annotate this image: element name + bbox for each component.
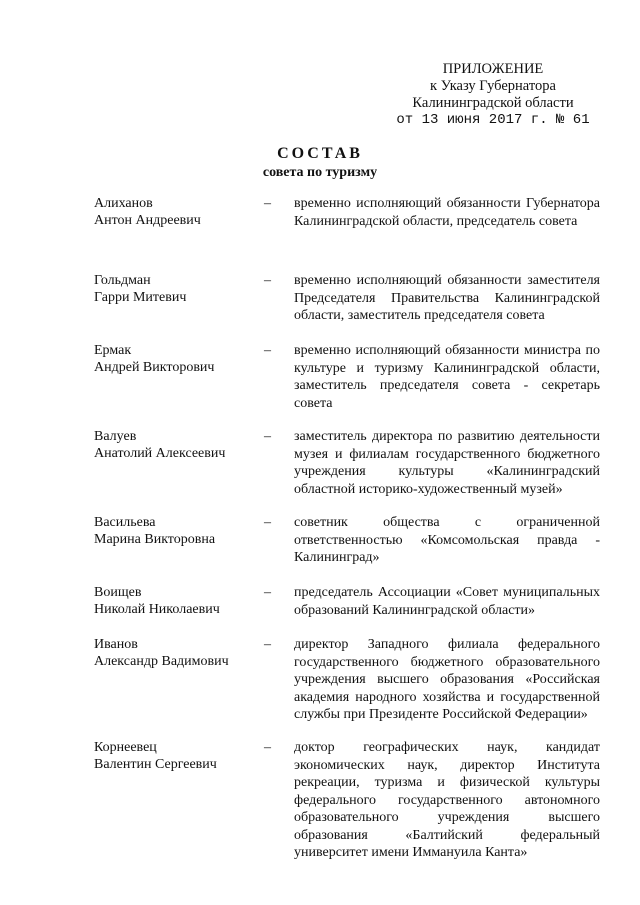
member-given-names: Андрей Викторович bbox=[94, 360, 215, 375]
document-title-block bbox=[0, 144, 640, 181]
member-dash: – bbox=[264, 429, 271, 444]
member-role: председатель Ассоциации «Совет муниципальных образований Калининградской области» bbox=[294, 585, 600, 618]
document-subtitle: совета по туризму bbox=[262, 165, 378, 180]
member-surname: Гольдман bbox=[94, 273, 151, 288]
member-given-names: Александр Вадимович bbox=[94, 654, 229, 669]
member-row bbox=[94, 272, 602, 342]
member-name bbox=[94, 272, 264, 306]
member-role: директор Западного филиала федерального государственного бюджетного образовательного учреждения высшего образования «Российская академия народного хозяйства и государственной службы при Президенте Российской Федерации» bbox=[294, 637, 600, 722]
document-title: СОСТАВ bbox=[277, 145, 363, 162]
member-row bbox=[94, 514, 602, 584]
member-dash: – bbox=[264, 740, 271, 755]
members-list bbox=[94, 195, 602, 862]
member-given-names: Антон Андреевич bbox=[94, 213, 201, 228]
member-surname: Валуев bbox=[94, 429, 137, 444]
member-surname: Воищев bbox=[94, 585, 142, 600]
appendix-decree-ref: к Указу Губернатора bbox=[430, 78, 556, 94]
member-surname: Иванов bbox=[94, 637, 138, 652]
member-given-names: Анатолий Алексеевич bbox=[94, 446, 226, 461]
member-role: доктор географических наук, кандидат экономических наук, директор Института рекреации, туризма и физической культуры федерального государственного автономного образовательного учреждения высшего образования «Балтийский федеральный университет имени Иммануила Канта» bbox=[294, 740, 600, 860]
member-row bbox=[94, 739, 602, 862]
member-name bbox=[94, 739, 264, 773]
member-dash: – bbox=[264, 585, 271, 600]
member-name bbox=[94, 428, 264, 462]
member-row bbox=[94, 342, 602, 428]
member-row bbox=[94, 584, 602, 636]
member-row bbox=[94, 636, 602, 739]
member-dash: – bbox=[264, 273, 271, 288]
member-role: временно исполняющий обязанности заместителя Председателя Правительства Калининградской области, заместитель председателя совета bbox=[294, 273, 600, 323]
member-dash: – bbox=[264, 196, 271, 211]
member-role: временно исполняющий обязанности Губернатора Калининградской области, председатель совета bbox=[294, 196, 600, 229]
member-surname: Алиханов bbox=[94, 196, 153, 211]
member-surname: Ермак bbox=[94, 343, 132, 358]
appendix-title: ПРИЛОЖЕНИЕ bbox=[442, 61, 544, 77]
appendix-date-number: от 13 июня 2017 г. № 61 bbox=[396, 112, 590, 128]
member-name bbox=[94, 514, 264, 548]
member-name bbox=[94, 584, 264, 618]
member-role: временно исполняющий обязанности министра по культуре и туризму Калининградской области, заместитель председателя совета - секретарь совета bbox=[294, 343, 600, 411]
member-role: заместитель директора по развитию деятельности музея и филиалам государственного бюджетного учреждения культуры «Калининградский областной историко-художественный музей» bbox=[294, 429, 600, 497]
member-row bbox=[94, 428, 602, 514]
member-name bbox=[94, 636, 264, 670]
member-row bbox=[94, 195, 602, 272]
appendix-header bbox=[393, 61, 593, 129]
member-dash: – bbox=[264, 515, 271, 530]
member-given-names: Гарри Митевич bbox=[94, 290, 187, 305]
member-role: советник общества с ограниченной ответственностью «Комсомольская правда - Калининград» bbox=[294, 515, 600, 565]
member-given-names: Валентин Сергеевич bbox=[94, 757, 217, 772]
member-dash: – bbox=[264, 637, 271, 652]
member-surname: Корнеевец bbox=[94, 740, 157, 755]
member-given-names: Марина Викторовна bbox=[94, 532, 216, 547]
member-surname: Васильева bbox=[94, 515, 156, 530]
appendix-region: Калининградской области bbox=[412, 95, 574, 111]
member-name bbox=[94, 342, 264, 376]
member-name bbox=[94, 195, 264, 229]
member-dash: – bbox=[264, 343, 271, 358]
member-given-names: Николай Николаевич bbox=[94, 602, 220, 617]
